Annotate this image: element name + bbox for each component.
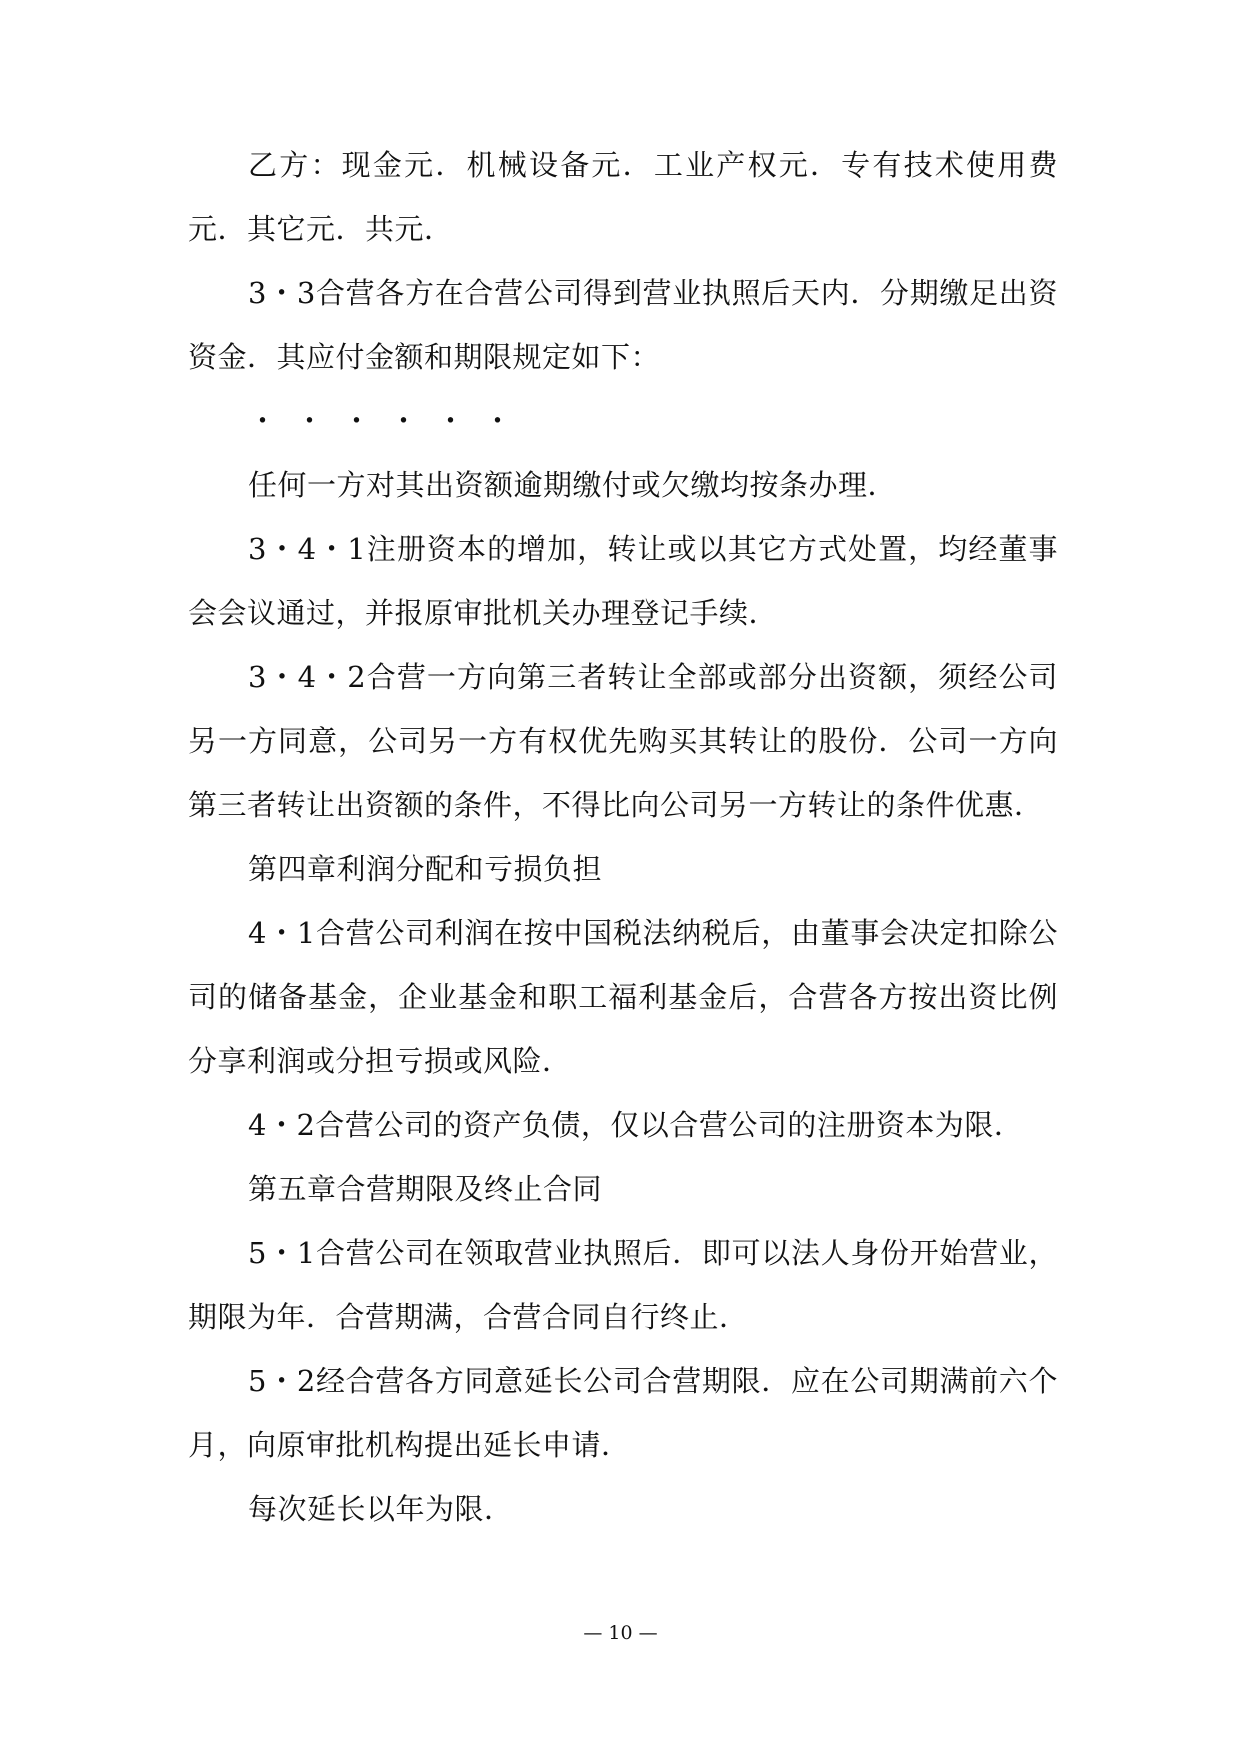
paragraph-party-b-contribution: 乙方：现金元．机械设备元．工业产权元．专有技术使用费元．其它元．共元． <box>188 148 1058 246</box>
paragraph-ellipsis-dots: ・・・・・・ <box>248 404 531 438</box>
paragraph-3-3: 3・3合营各方在合营公司得到营业执照后天内．分期缴足出资资金．其应付金额和期限规定如下： <box>188 276 1058 374</box>
paragraph-extension-limit: 每次延长以年为限． <box>248 1492 514 1526</box>
page-number: — 10 — <box>583 1622 658 1644</box>
paragraph-overdue-payment: 任何一方对其出资额逾期缴付或欠缴均按条办理． <box>248 468 898 502</box>
paragraph-4-1: 4・1合营公司利润在按中国税法纳税后，由董事会决定扣除公司的储备基金，企业基金和职工福利基金后，合营各方按出资比例分享利润或分担亏损或风险． <box>188 916 1058 1078</box>
paragraph-3-4-1: 3・4・1注册资本的增加，转让或以其它方式处置，均经董事会会议通过，并报原审批机关办理登记手续． <box>188 532 1058 630</box>
paragraph-5-2: 5・2经合营各方同意延长公司合营期限．应在公司期满前六个月，向原审批机构提出延长申请． <box>188 1364 1058 1462</box>
chapter-5-heading: 第五章合营期限及终止合同 <box>248 1172 603 1206</box>
paragraph-5-1: 5・1合营公司在领取营业执照后．即可以法人身份开始营业，期限为年．合营期满，合营合同自行终止． <box>188 1236 1058 1334</box>
paragraph-4-2: 4・2合营公司的资产负债，仅以合营公司的注册资本为限． <box>248 1108 1024 1142</box>
chapter-4-heading: 第四章利润分配和亏损负担 <box>248 852 603 886</box>
paragraph-3-4-2: 3・4・2合营一方向第三者转让全部或部分出资额，须经公司另一方同意，公司另一方有权优先购买其转让的股份．公司一方向第三者转让出资额的条件，不得比向公司另一方转让的条件优惠． <box>188 660 1058 822</box>
